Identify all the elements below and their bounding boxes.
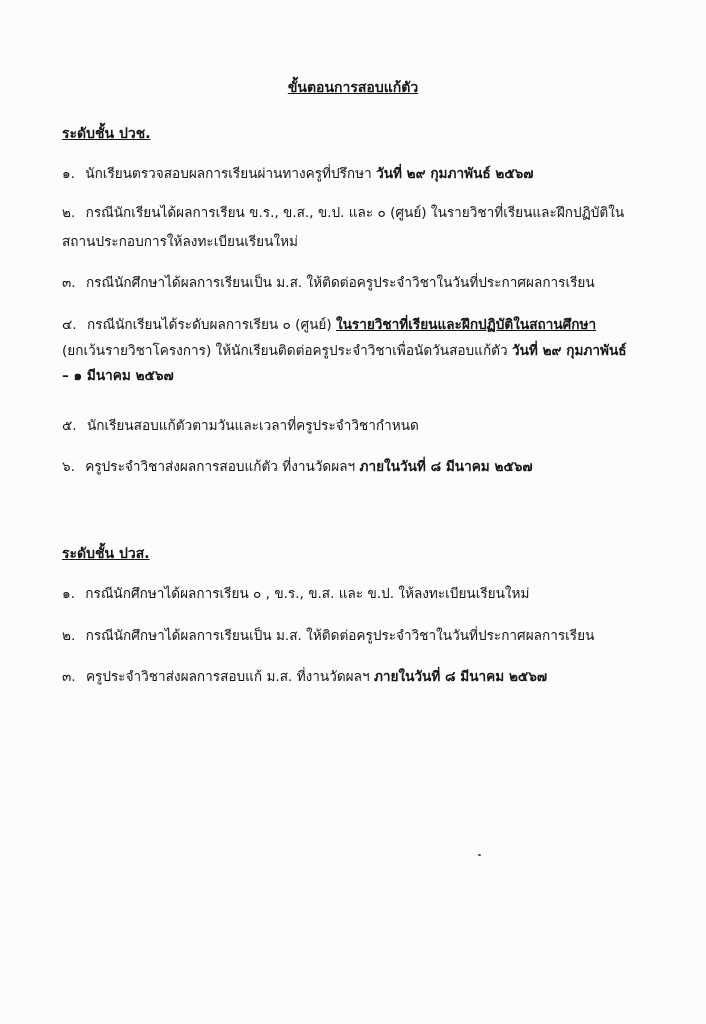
item-number: ๖. xyxy=(62,459,75,475)
item-emphasis: ในรายวิชาที่เรียนและฝึกปฏิบัติในสถานศึกษา xyxy=(335,317,597,333)
item-text: นักเรียนสอบแก้ตัวตามวันและเวลาที่ครูประจำวิชากำหนด xyxy=(86,418,419,434)
item-text: กรณีนักเรียนได้ระดับผลการเรียน ๐ (ศูนย์) xyxy=(86,317,332,333)
item-number: ๓. xyxy=(62,275,76,291)
item-date: วันที่ ๒๙ กุมภาพันธ์ ๒๕๖๗ xyxy=(376,166,534,182)
list-item xyxy=(62,585,650,605)
list-item xyxy=(62,204,650,252)
item-number: ๔. xyxy=(62,317,77,333)
item-number: ๑. xyxy=(62,586,75,602)
section-heading-pvs: ระดับชั้น ปวส. xyxy=(62,546,150,562)
section-heading-pvc: ระดับชั้น ปวช. xyxy=(62,126,151,142)
item-date: ภายในวันที่ ๘ มีนาคม ๒๕๖๗ xyxy=(359,459,533,475)
item-text: นักเรียนตรวจสอบผลการเรียนผ่านทางครูที่ปรึกษา xyxy=(85,166,372,182)
item-number: ๕. xyxy=(62,418,77,434)
list-item xyxy=(62,316,650,387)
item-text: กรณีนักศึกษาได้ผลการเรียน ๐ , ข.ร., ข.ส. และ ข.ป. ให้ลงทะเบียนเรียนใหม่ xyxy=(85,586,530,602)
list-item xyxy=(62,627,650,647)
item-text-continued: (ยกเว้นรายวิชาโครงการ) ให้นักเรียนติดต่อครูประจำวิชาเพื่อนัดวันสอบแก้ตัว xyxy=(62,342,508,359)
item-date-continued: – ๑ มีนาคม ๒๕๖๗ xyxy=(62,368,174,385)
item-text: กรณีนักศึกษาได้ผลการเรียนเป็น ม.ส. ให้ติดต่อครูประจำวิชาในวันที่ประกาศผลการเรียน xyxy=(85,628,595,644)
item-number: ๓. xyxy=(62,669,76,685)
item-date: วันที่ ๒๙ กุมภาพันธ์ xyxy=(511,342,627,359)
item-text: ครูประจำวิชาส่งผลการสอบแก้ตัว ที่งานวัดผลฯ xyxy=(85,459,356,475)
item-number: ๒. xyxy=(62,628,76,644)
scan-speck xyxy=(478,854,481,856)
document-title: ขั้นตอนการสอบแก้ตัว xyxy=(287,80,419,96)
list-item xyxy=(62,274,650,294)
list-item xyxy=(62,417,650,437)
item-number: ๒. xyxy=(62,205,76,221)
item-text: กรณีนักเรียนได้ผลการเรียน ข.ร., ข.ส., ข.ป. และ ๐ (ศูนย์) ในรายวิชาที่เรียนและฝึกปฏิบัติใน xyxy=(85,205,625,221)
list-item xyxy=(62,458,650,478)
item-number: ๑. xyxy=(62,166,75,182)
item-text: ครูประจำวิชาส่งผลการสอบแก้ ม.ส. ที่งานวัดผลฯ xyxy=(85,669,370,685)
item-text: กรณีนักศึกษาได้ผลการเรียนเป็น ม.ส. ให้ติดต่อครูประจำวิชาในวันที่ประกาศผลการเรียน xyxy=(85,275,595,291)
item-text-continued: สถานประกอบการให้ลงทะเบียนเรียนใหม่ xyxy=(62,233,298,250)
item-date: ภายในวันที่ ๘ มีนาคม ๒๕๖๗ xyxy=(373,669,548,685)
list-item xyxy=(62,165,650,185)
list-item xyxy=(62,668,650,688)
